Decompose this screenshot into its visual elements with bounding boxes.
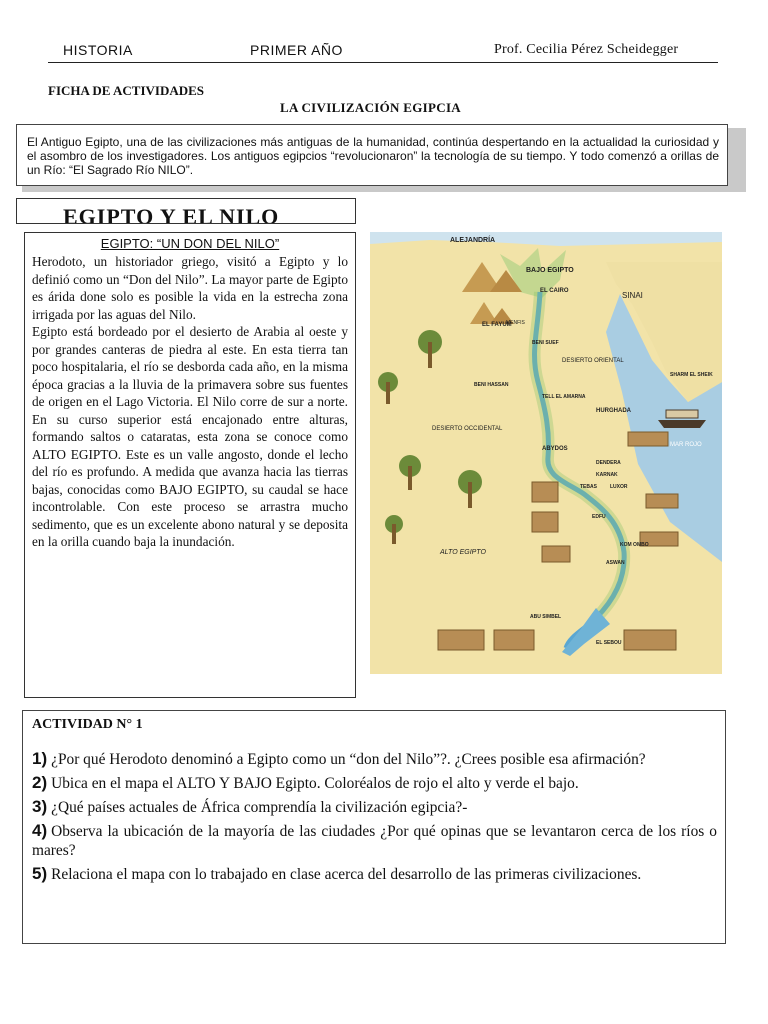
label-mar-rojo: MAR ROJO [670, 442, 702, 448]
section-title-box [16, 198, 356, 224]
label-tebas: TEBAS [580, 484, 597, 490]
question-4: 4) Observa la ubicación de la mayoría de las ciudades ¿Por qué opinas que se levantaron cerca de los ríos o mares? [32, 821, 717, 859]
label-kom-ombo: KOM OMBO [620, 542, 649, 548]
label-beni-hassan: BENI HASSAN [474, 382, 509, 388]
label-desierto-oriental: DESIERTO ORIENTAL [562, 358, 624, 364]
label-alto-egipto: ALTO EGIPTO [440, 549, 486, 556]
question-5: 5) Relaciona el mapa con lo trabajado en clase acerca del desarrollo de las primeras civilizaciones. [32, 864, 642, 883]
question-1: 1) ¿Por qué Herodoto denominó a Egipto como un “don del Nilo”?. ¿Crees posible esa afirmación? [32, 749, 646, 768]
label-edfu: EDFU [592, 514, 606, 520]
section-title: EGIPTO Y EL NILO [63, 204, 280, 224]
question-2: 2) Ubica en el mapa el ALTO Y BAJO Egipto. Coloréalos de rojo el alto y verde el bajo. [32, 773, 579, 792]
label-tell-amarna: TELL EL AMARNA [542, 394, 586, 400]
label-sharm: SHARM EL SHEIK [670, 372, 713, 378]
label-abydos: ABYDOS [542, 446, 568, 452]
label-el-cairo: EL CAIRO [540, 288, 569, 294]
activity-title: ACTIVIDAD N° 1 [32, 717, 143, 732]
label-dendera: DENDERA [596, 460, 621, 466]
label-hurghada: HURGHADA [596, 408, 631, 414]
label-el-sebou: EL SEBOU [596, 640, 622, 646]
label-el-fayum: EL FAYUM [482, 322, 512, 328]
reading-box [24, 232, 356, 698]
label-luxor: LUXOR [610, 484, 628, 490]
intro-text: El Antiguo Egipto, una de las civilizaciones más antiguas de la humanidad, continúa despertando en la actualidad la curiosidad y el asombro de los investigadores. Los antiguos egipcios “revolucionaron” la tecnología de su tiempo. Y todo comenzó a orillas de un Río: “El Sagrado Río NILO”. [27, 135, 719, 177]
label-desierto-occidental: DESIERTO OCCIDENTAL [432, 426, 503, 432]
activity-box [22, 710, 726, 944]
label-karnak: KARNAK [596, 472, 618, 478]
label-menfis: MENFIS [506, 320, 525, 326]
egypt-map [370, 232, 722, 674]
reading-paragraph-2: Egipto está bordeado por el desierto de Arabia al oeste y por grandes canteras de piedra al este. En esta tierra tan poco hospitalaria, el río se desborda cada año, en la misma época gracias a la lluvia de la primavera sobre sus fuentes de origen en el Lago Victoria. El Nilo corre de sur a norte. En su curso superior está encajonado entre alturas, formando saltos o cataratas, esta zona se conoce como ALTO EGIPTO. Este es un valle angosto, donde el lecho del río es profundo. A medida que avanza hacia las tierras bajas, conocidas como BAJO EGIPTO, su caudal se hace incontrolable. Con este proceso se arrastra mucho sedimento, que es un excelente abono natural y se deposita en la orilla cuando baja la inundación. [32, 324, 348, 549]
intro-box [16, 124, 728, 186]
label-beni-suef: BENI SUEF [532, 340, 559, 346]
sheet-topic: LA CIVILIZACIÓN EGIPCIA [280, 100, 461, 115]
label-abu-simbel: ABU SIMBEL [530, 614, 562, 620]
label-aswan: ASWAN [606, 560, 625, 566]
label-sinai: SINAI [622, 291, 643, 300]
sheet-label: FICHA DE ACTIVIDADES [48, 83, 205, 98]
label-bajo-egipto: BAJO EGIPTO [526, 267, 574, 274]
header-year: PRIMER AÑO [250, 42, 343, 58]
header-teacher: Prof. Cecilia Pérez Scheidegger [494, 42, 679, 57]
question-3: 3) ¿Qué países actuales de África comprendía la civilización egipcia?- [32, 797, 468, 816]
reading-paragraph-1: Herodoto, un historiador griego, visitó a Egipto y lo definió como un “Don del Nilo”. La mayor parte de Egipto es árida done solo es posible la vida en la estrecha zona irrigada por las aguas del Nilo. [32, 254, 348, 322]
header-divider [48, 62, 718, 63]
header-subject: HISTORIA [63, 42, 133, 58]
reading-subtitle: EGIPTO: “UN DON DEL NILO” [100, 236, 280, 251]
label-alejandria: ALEJANDRÍA [450, 237, 496, 244]
